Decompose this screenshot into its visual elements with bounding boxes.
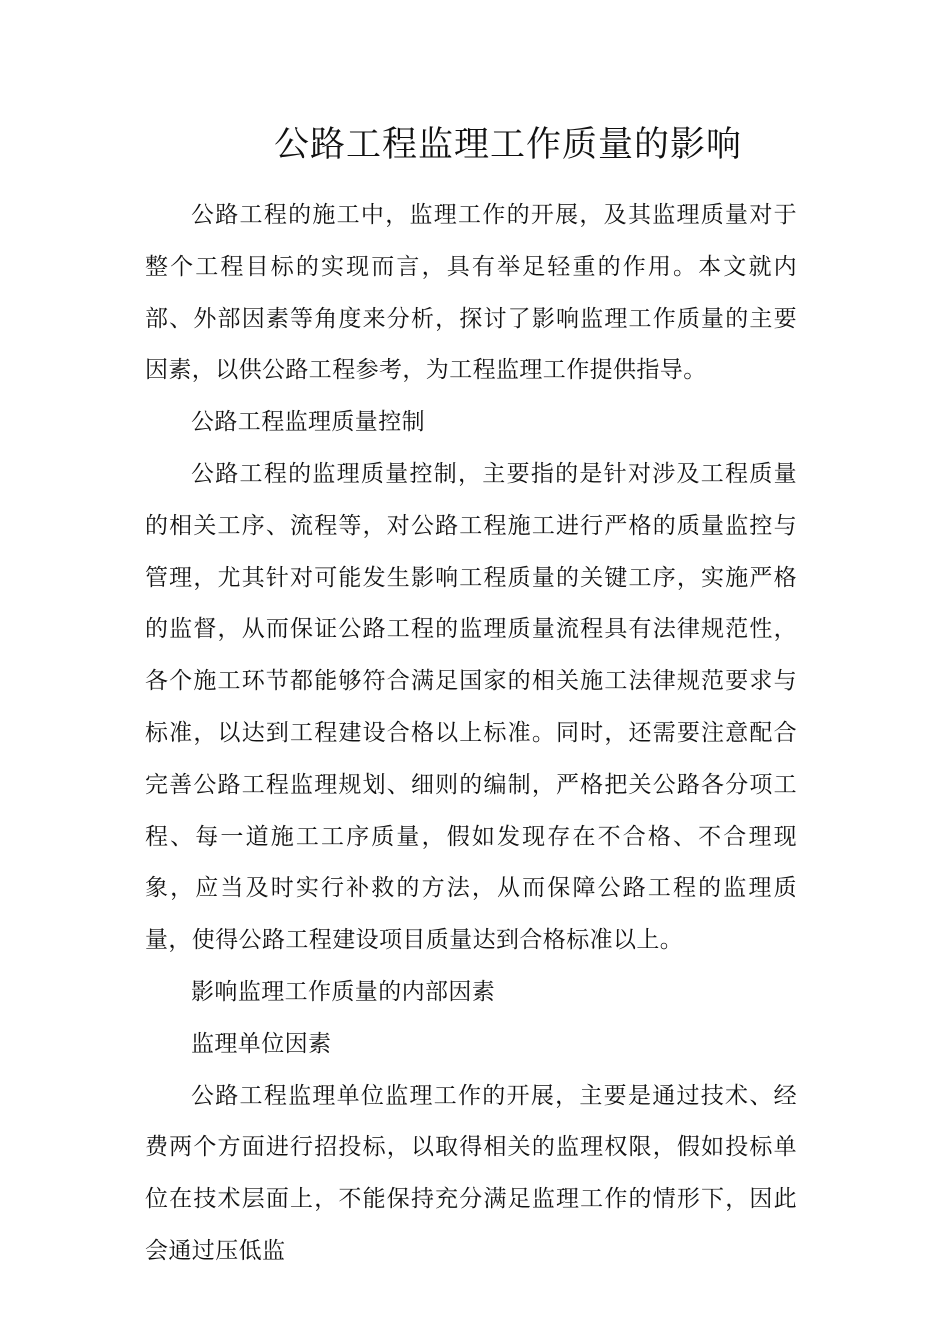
- quality-control-paragraph: 公路工程的监理质量控制，主要指的是针对涉及工程质量的相关工序、流程等，对公路工程施工进行严格的质量监控与管理，尤其针对可能发生影响工程质量的关键工序，实施严格的监督，从而保证公路工程的监理质量流程具有法律规范性，各个施工环节都能够符合满足国家的相关施工法律规范要求与标准，以达到工程建设合格以上标准。同时，还需要注意配合完善公路工程监理规划、细则的编制，严格把关公路各分项工程、每一道施工工序质量，假如发现存在不合格、不合理现象，应当及时实行补救的方法，从而保障公路工程的监理质量，使得公路工程建设项目质量达到合格标准以上。: [145, 460, 797, 954]
- section-heading-quality-control: 公路工程监理质量控制: [191, 409, 425, 436]
- subsection-heading-supervision-unit: 监理单位因素: [191, 1030, 332, 1057]
- document-title: 公路工程监理工作质量的影响: [273, 125, 742, 165]
- section-heading-internal-factors: 影响监理工作质量的内部因素: [191, 978, 496, 1005]
- intro-paragraph: 公路工程的施工中，监理工作的开展，及其监理质量对于整个工程目标的实现而言，具有举足轻重的作用。本文就内部、外部因素等角度来分析，探讨了影响监理工作质量的主要因素，以供公路工程参考，为工程监理工作提供指导。: [145, 202, 797, 384]
- document-body: [145, 190, 797, 1278]
- supervision-unit-paragraph: 公路工程监理单位监理工作的开展，主要是通过技术、经费两个方面进行招投标，以取得相关的监理权限，假如投标单位在技术层面上，不能保持充分满足监理工作的情形下，因此会通过压低监: [145, 1082, 797, 1264]
